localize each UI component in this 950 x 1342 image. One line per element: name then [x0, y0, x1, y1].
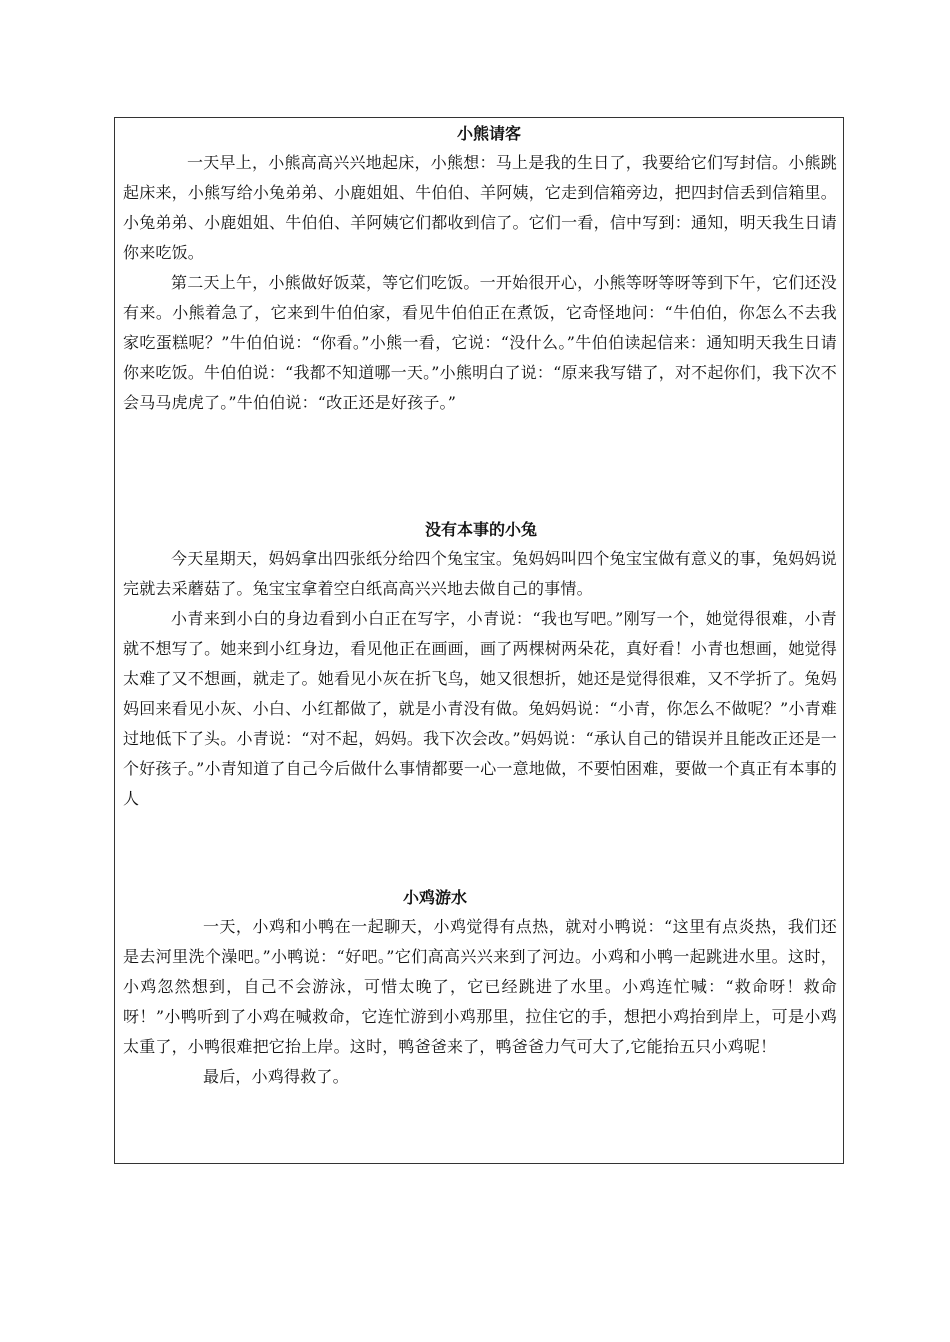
story-title: 小鸡游水	[403, 888, 468, 907]
story-paragraph: 小青来到小白的身边看到小白正在写字，小青说：“我也写吧。”刚写一个，她觉得很难，小青就不想写了。她来到小红身边，看见他正在画画，画了两棵树两朵花，真好看！小青也想画，她觉得太难了又不想画，就走了。她看见小灰在折飞鸟，她又很想折，她还是觉得很难，又不学折了。兔妈妈回来看见小灰、小白、小红都做了，就是小青没有做。兔妈妈说：“小青，你怎么不做呢？”小青难过地低下了头。小青说：“对不起，妈妈。我下次会改。”妈妈说：“承认自己的错误并且能改正还是一个好孩子。”小青知道了自己今后做什么事情都要一心一意地做，不要怕困难，要做一个真正有本事的人	[123, 609, 837, 808]
story-paragraph: 最后，小鸡得救了。	[203, 1067, 349, 1086]
story-paragraph: 今天星期天，妈妈拿出四张纸分给四个兔宝宝。兔妈妈叫四个兔宝宝做有意义的事，兔妈妈说完就去采蘑菇了。兔宝宝拿着空白纸高高兴兴地去做自己的事情。	[123, 549, 837, 598]
story-paragraph: 一天早上，小熊高高兴兴地起床，小熊想：马上是我的生日了，我要给它们写封信。小熊跳起床来，小熊写给小兔弟弟、小鹿姐姐、牛伯伯、羊阿姨，它走到信箱旁边，把四封信丢到信箱里。小兔弟弟、小鹿姐姐、牛伯伯、羊阿姨它们都收到信了。它们一看，信中写到：通知，明天我生日请你来吃饭。	[123, 153, 837, 262]
story-title: 小熊请客	[457, 124, 522, 143]
story-rabbit	[123, 520, 837, 814]
story-little-chick	[123, 888, 837, 1092]
story-paragraph: 第二天上午，小熊做好饭菜，等它们吃饭。一开始很开心，小熊等呀等呀等到下午，它们还没有来。小熊着急了，它来到牛伯伯家，看见牛伯伯正在煮饭，它奇怪地问：“牛伯伯，你怎么不去我家吃蛋糕呢？”牛伯伯说：“你看。”小熊一看，它说：“没什么。”牛伯伯读起信来：通知明天我生日请你来吃饭。牛伯伯说：“我都不知道哪一天。”小熊明白了说：“原来我写错了，对不起你们，我下次不会马马虎虎了。”牛伯伯说：“改正还是好孩子。”	[123, 273, 837, 412]
story-title: 没有本事的小兔	[425, 520, 538, 539]
document-frame	[114, 117, 844, 1164]
story-little-bear	[123, 124, 837, 418]
story-paragraph: 一天，小鸡和小鸭在一起聊天，小鸡觉得有点热，就对小鸭说：“这里有点炎热，我们还是去河里洗个澡吧。”小鸭说：“好吧。”它们高高兴兴来到了河边。小鸡和小鸭一起跳进水里。这时，小鸡忽然想到，自己不会游泳，可惜太晚了，它已经跳进了水里。小鸡连忙喊：“救命呀！救命呀！”小鸭听到了小鸡在喊救命，它连忙游到小鸡那里，拉住它的手，想把小鸡抬到岸上，可是小鸡太重了，小鸭很难把它抬上岸。这时，鸭爸爸来了，鸭爸爸力气可大了,它能抬五只小鸡呢！	[123, 917, 837, 1056]
